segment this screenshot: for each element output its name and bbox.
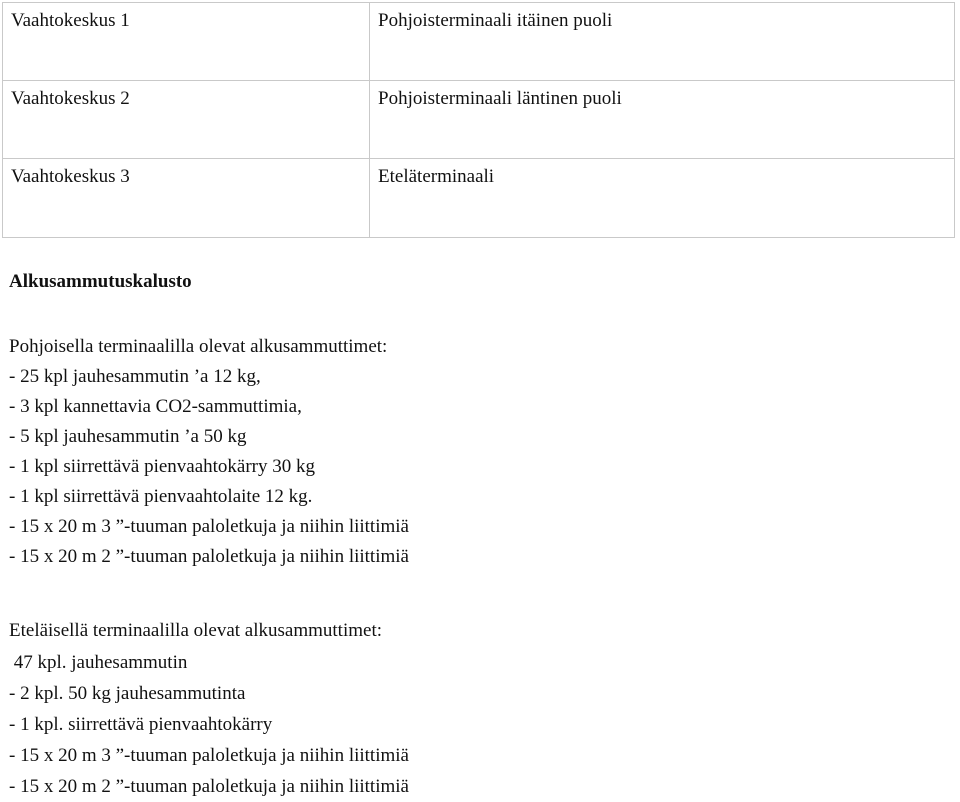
south-terminal-list: [9, 647, 409, 802]
south-terminal-extinguishers: [9, 616, 409, 802]
list-item: - 5 kpl jauhesammutin ’a 50 kg: [9, 426, 247, 447]
north-terminal-extinguishers: [9, 332, 409, 572]
list-item: - 15 x 20 m 2 ”-tuuman paloletkuja ja niihin liittimiä: [9, 546, 409, 567]
foam-center-name: Vaahtokeskus 3: [3, 159, 370, 238]
south-terminal-heading: Eteläisellä terminaalilla olevat alkusammuttimet:: [9, 620, 383, 641]
section-title: Alkusammutuskalusto: [9, 271, 192, 292]
foam-center-name: Vaahtokeskus 2: [3, 81, 370, 159]
list-item: - 3 kpl kannettavia CO2-sammuttimia,: [9, 396, 302, 417]
list-item: - 1 kpl siirrettävä pienvaahtolaite 12 kg.: [9, 486, 313, 507]
table-row: [3, 81, 955, 159]
list-item: - 1 kpl. siirrettävä pienvaahtokärry: [9, 714, 273, 735]
table-row: [3, 159, 955, 238]
foam-center-name: Vaahtokeskus 1: [3, 3, 370, 81]
list-item: - 1 kpl siirrettävä pienvaahtokärry 30 kg: [9, 456, 316, 477]
list-item: - 25 kpl jauhesammutin ’a 12 kg,: [9, 366, 261, 387]
table-row: [3, 3, 955, 81]
foam-center-location: Eteläterminaali: [370, 159, 955, 238]
north-terminal-heading: Pohjoisella terminaalilla olevat alkusammuttimet:: [9, 336, 388, 357]
list-item: - 15 x 20 m 3 ”-tuuman paloletkuja ja niihin liittimiä: [9, 516, 409, 537]
list-item: - 2 kpl. 50 kg jauhesammutinta: [9, 683, 246, 704]
list-item: - 15 x 20 m 2 ”-tuuman paloletkuja ja niihin liittimiä: [9, 776, 409, 797]
foam-center-location: Pohjoisterminaali läntinen puoli: [370, 81, 955, 159]
foam-center-location: Pohjoisterminaali itäinen puoli: [370, 3, 955, 81]
list-item: - 15 x 20 m 3 ”-tuuman paloletkuja ja niihin liittimiä: [9, 745, 409, 766]
list-item: 47 kpl. jauhesammutin: [9, 652, 188, 673]
north-terminal-list: [9, 362, 409, 572]
foam-center-table: [2, 2, 955, 238]
